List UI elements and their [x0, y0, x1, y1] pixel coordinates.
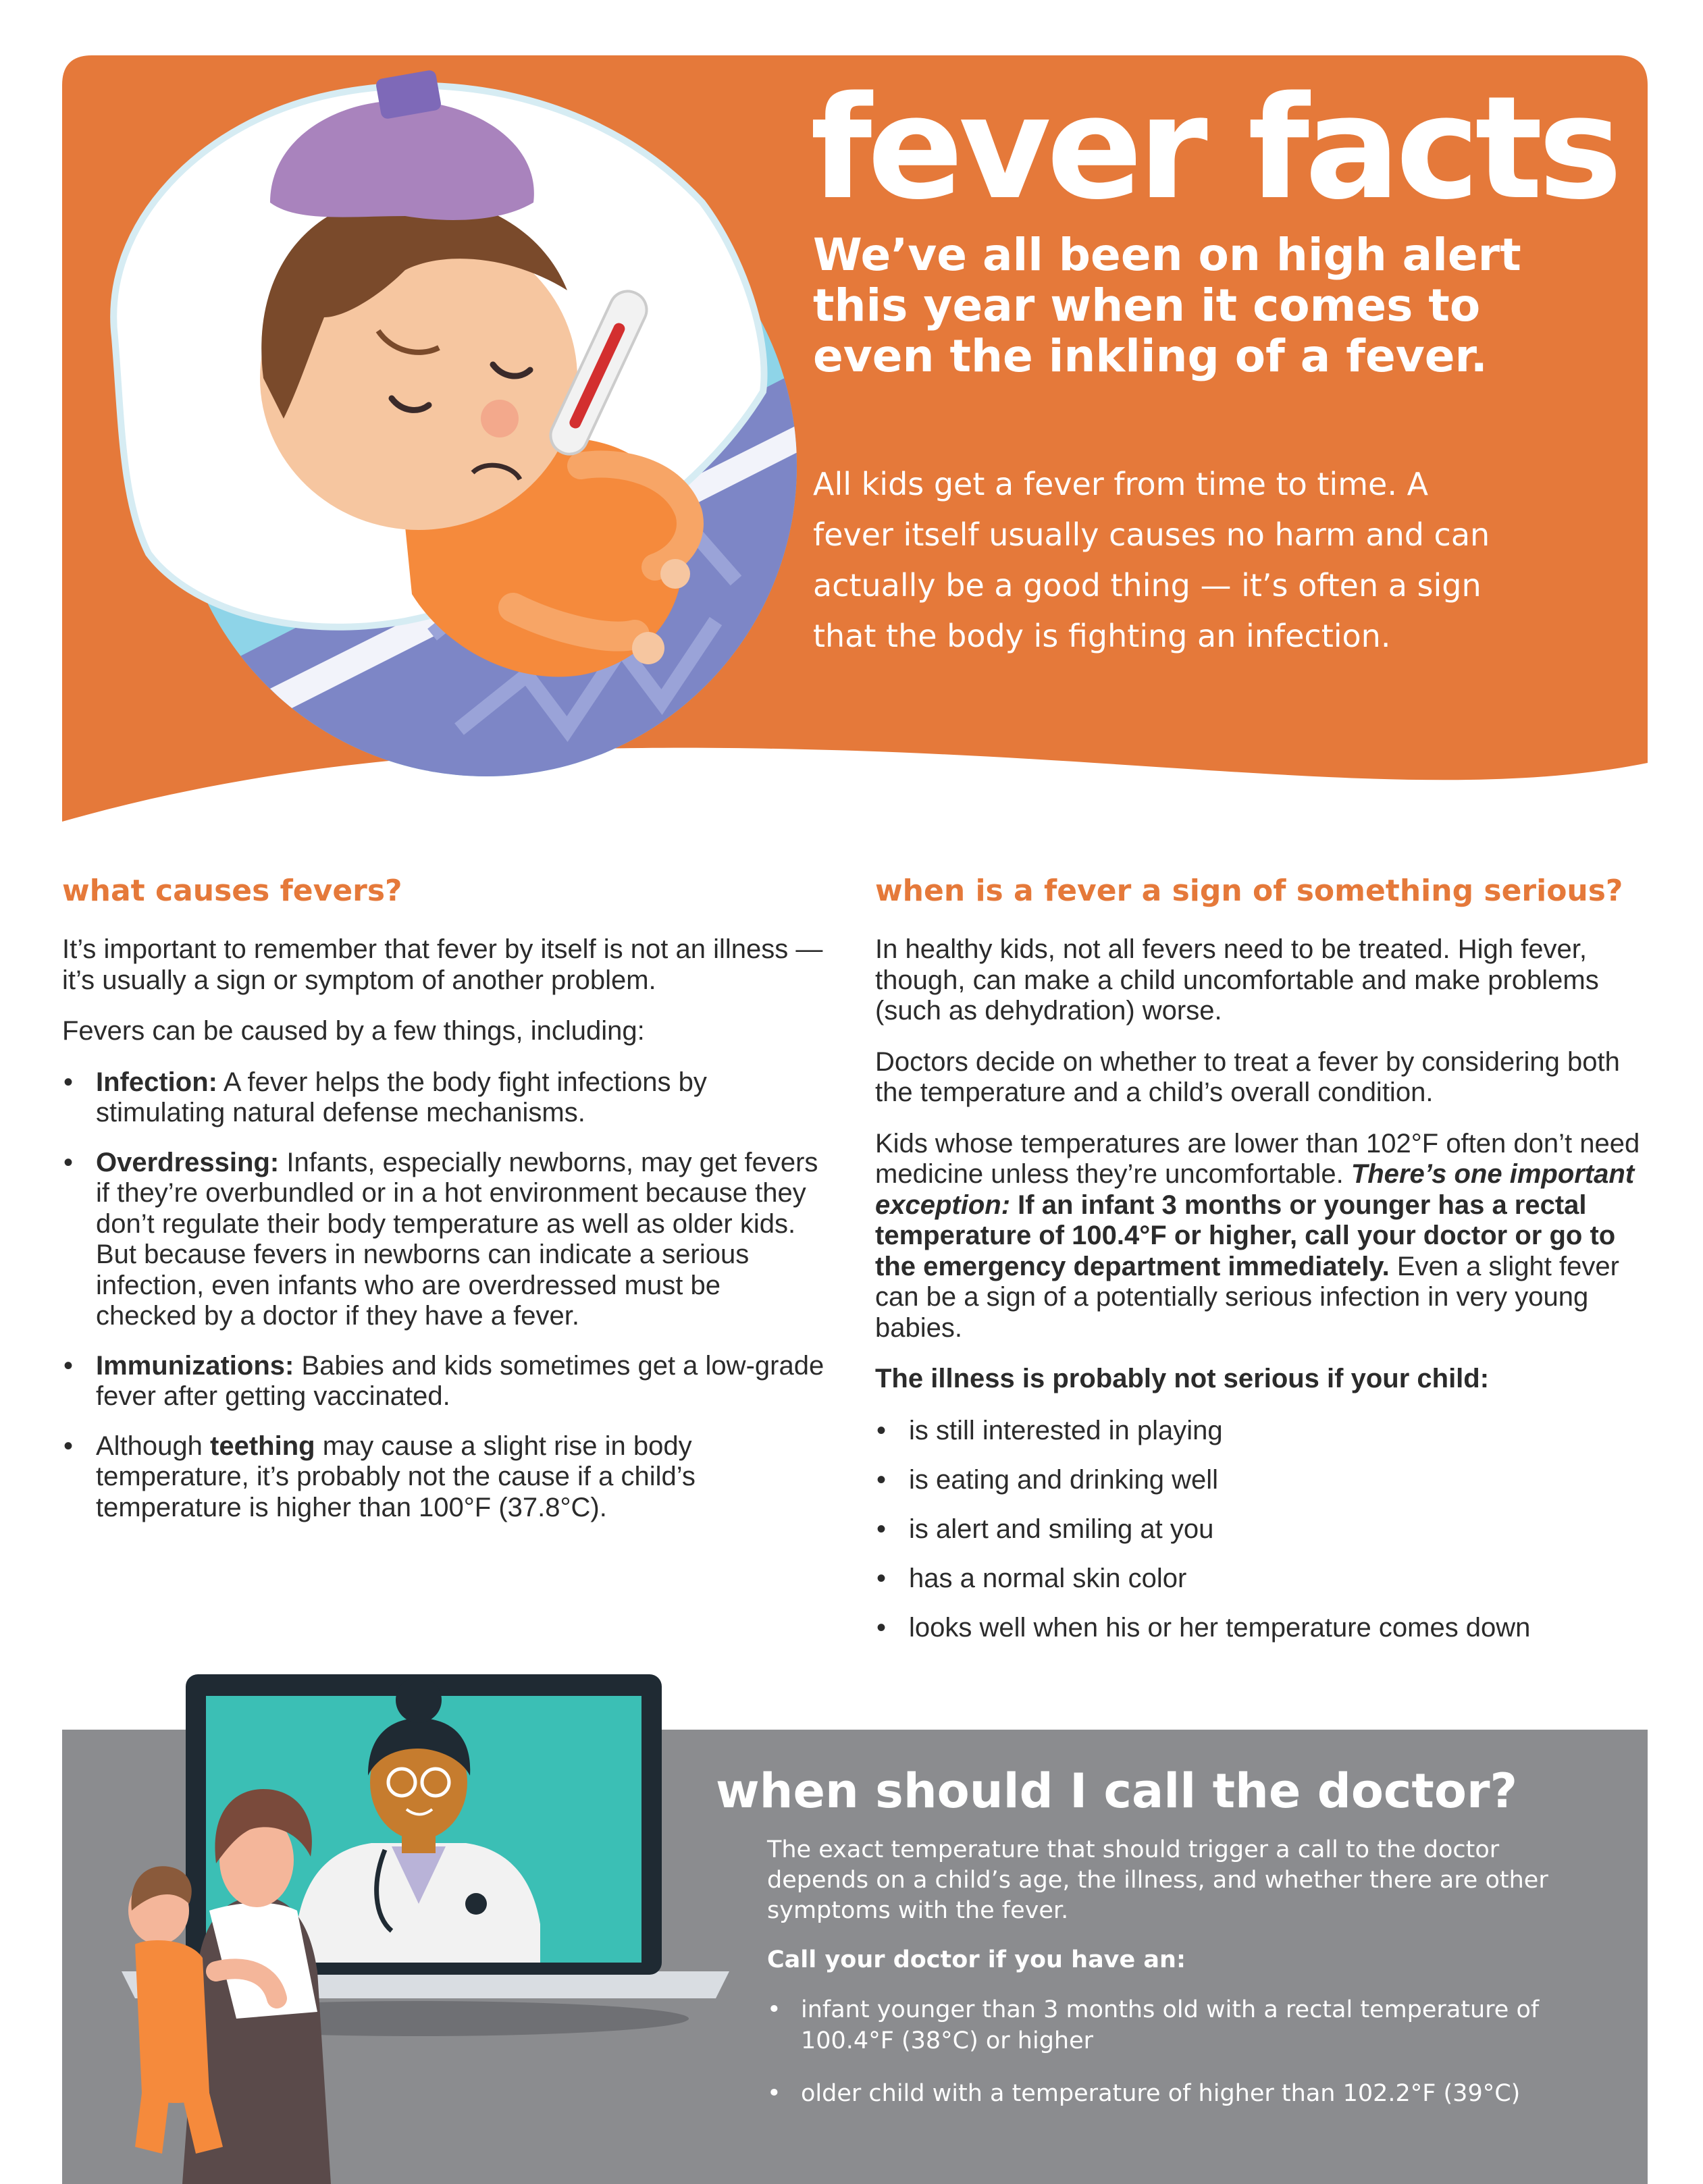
bullet-icon: • — [876, 1464, 887, 1495]
list-item-text: A fever helps the body fight infections by stimulating natural defense mechanisms. — [96, 1067, 707, 1127]
bullet-icon: • — [876, 1415, 887, 1445]
bullet-icon: • — [876, 1612, 887, 1643]
call-doctor-lead: Call your doctor if you have an: — [767, 1946, 1186, 1973]
telehealth-laptop-illustration — [95, 1620, 756, 2184]
list-item-text: is eating and drinking well — [909, 1464, 1219, 1495]
bullet-icon: • — [63, 1147, 74, 1177]
list-item-term: teething — [210, 1431, 315, 1461]
checklist-title: The illness is probably not serious if your child: — [875, 1364, 1490, 1393]
list-item-text: may cause a slight rise in body temperature, it’s probably not the cause if a child’s temperature is higher than 100°F (37.8°C). — [96, 1431, 696, 1522]
list-item — [767, 1994, 1571, 2056]
list-item — [62, 1067, 825, 1129]
list-item-text: looks well when his or her temperature comes down — [909, 1612, 1531, 1643]
list-item — [875, 1514, 1652, 1545]
not-serious-list — [875, 1415, 1652, 1643]
list-item — [875, 1464, 1652, 1495]
list-item-text: older child with a temperature of higher than 102.2°F (39°C) — [801, 2080, 1521, 2107]
serious-paragraph-3 — [875, 1129, 1652, 1344]
list-item — [62, 1148, 825, 1332]
list-item-text: Babies and kids sometimes get a low-grade fever after getting vaccinated. — [96, 1350, 824, 1411]
list-item-term: Immunizations: — [96, 1350, 294, 1381]
hero-intro: All kids get a fever from time to time. A fever itself usually causes no harm and can actually be a good thing — it’s often a sign that the body is fighting an infection. — [813, 466, 1490, 654]
bullet-icon: • — [876, 1514, 887, 1544]
list-item — [767, 2078, 1571, 2109]
causes-heading: what causes fevers? — [62, 874, 402, 908]
causes-section — [62, 871, 825, 1542]
page-title: fever facts — [810, 65, 1618, 231]
paragraph-text: Even a slight fever can be a sign of a potentially serious infection in very young babies. — [875, 1251, 1619, 1343]
bullet-icon: • — [63, 1067, 74, 1097]
infant-warning: If an infant 3 months or younger has a rectal temperature of 100.4°F or higher, call your doctor or go to the emergency department immediately. — [875, 1190, 1616, 1281]
list-item — [62, 1351, 825, 1412]
list-item-text: is still interested in playing — [909, 1415, 1223, 1445]
serious-heading: when is a fever a sign of something serious? — [875, 874, 1623, 908]
serious-section — [875, 871, 1652, 1661]
call-doctor-list — [767, 1994, 1571, 2109]
list-item-text: Infants, especially newborns, may get fevers if they’re overbundled or in a hot environment because they don’t regulate their body temperature as well as older kids. But because fevers in newborns can indicate a serious infection, even infants who are overdressed must be checked by a doctor if they have a fever. — [96, 1147, 818, 1331]
bullet-icon: • — [767, 2080, 781, 2107]
list-item — [875, 1563, 1652, 1594]
serious-paragraph-1: In healthy kids, not all fevers need to be treated. High fever, though, can make a child uncomfortable and make problems (such as dehydration) worse. — [875, 934, 1599, 1026]
list-item-term: Infection: — [96, 1067, 217, 1097]
paragraph-text: Kids whose temperatures are lower than 102°F often don’t need medicine unless they’re uncomfortable. — [875, 1128, 1640, 1189]
bullet-icon: • — [63, 1350, 74, 1381]
list-item-text: infant younger than 3 months old with a rectal temperature of 100.4°F (38°C) or higher — [801, 1996, 1540, 2054]
list-item-text: has a normal skin color — [909, 1563, 1187, 1593]
call-doctor-paragraph: The exact temperature that should trigger a call to the doctor depends on a child’s age, the illness, and whether there are other symptoms with the fever. — [767, 1836, 1548, 1924]
list-item — [62, 1431, 825, 1524]
call-doctor-heading: when should I call the doctor? — [716, 1763, 1518, 1819]
list-item-term: Overdressing: — [96, 1147, 280, 1177]
causes-paragraph-1: It’s important to remember that fever by itself is not an illness — it’s usually a sign or symptom of another problem. — [62, 934, 823, 995]
bullet-icon: • — [63, 1431, 74, 1461]
list-item — [875, 1415, 1652, 1446]
bullet-icon: • — [767, 1996, 781, 2023]
exception-callout: There’s one important exception: — [875, 1159, 1635, 1220]
list-item-text: is alert and smiling at you — [909, 1514, 1214, 1544]
causes-list — [62, 1067, 825, 1524]
hero-subtitle: We’ve all been on high alert this year when it comes to even the inkling of a fever. — [813, 229, 1521, 382]
causes-paragraph-2: Fevers can be caused by a few things, including: — [62, 1016, 645, 1046]
call-doctor-body — [767, 1835, 1571, 2131]
list-item — [875, 1612, 1652, 1643]
bullet-icon: • — [876, 1563, 887, 1593]
list-item-text: Although — [96, 1431, 211, 1461]
serious-paragraph-2: Doctors decide on whether to treat a fever by considering both the temperature and a child’s overall condition. — [875, 1046, 1620, 1107]
sick-child-illustration — [27, 0, 864, 830]
